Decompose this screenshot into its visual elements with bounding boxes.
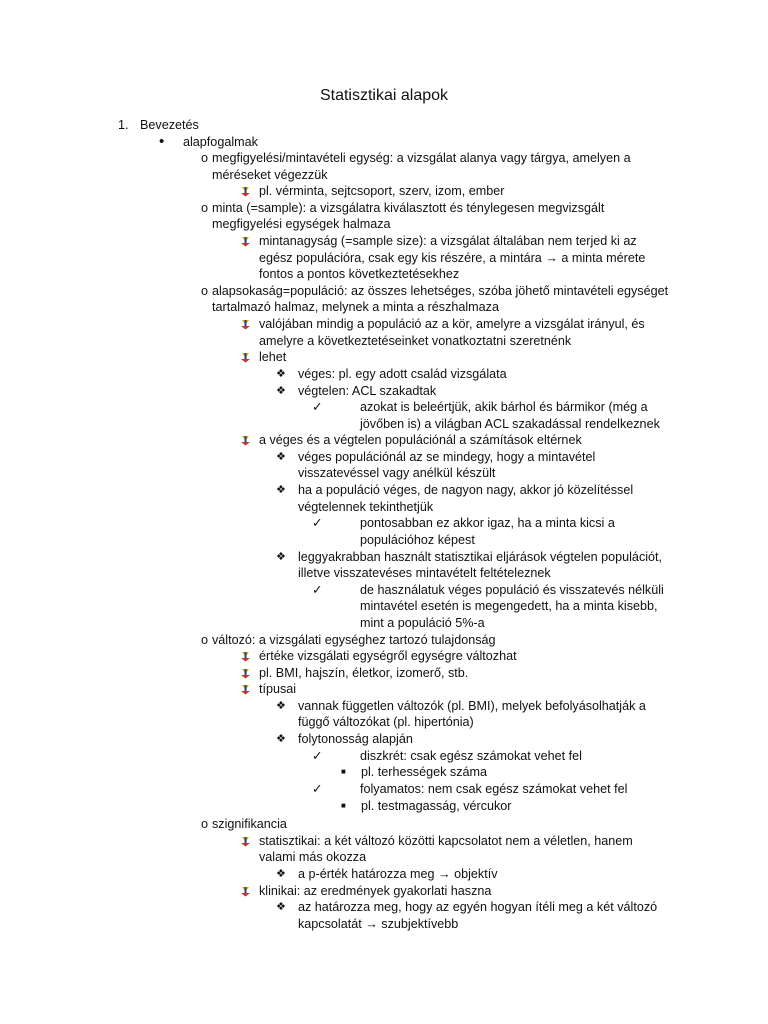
outline-item-level5 <box>312 748 666 765</box>
outline-item-text: végtelen: ACL szakadtak <box>298 383 437 398</box>
outline-item-text: véges: pl. egy adott család vizsgálata <box>298 366 507 381</box>
diamond-bullet-icon: ❖ <box>276 450 286 463</box>
diamond-bullet-icon: ❖ <box>276 699 286 712</box>
outline-item-level4 <box>276 383 666 400</box>
outline-item-level6 <box>341 798 661 815</box>
outline-item-text: szignifikancia <box>212 817 287 832</box>
outline-item-level4 <box>276 899 666 932</box>
outline-item-level4 <box>276 731 666 748</box>
outline-item-text: alapfogalmak <box>183 134 258 149</box>
outline-item-text: folytonosság alapján <box>298 732 413 747</box>
outline-item-level4 <box>276 549 666 582</box>
outline-item-level2 <box>201 632 671 649</box>
section-number: 1. <box>118 118 129 132</box>
outline-item-text: megfigyelési/mintavételi egység: a vizsgálat alanya vagy tárgya, amelyen a méréseket végezzük <box>212 151 631 182</box>
outline-item-text: pl. BMI, hajszín, életkor, izomerő, stb. <box>259 665 469 680</box>
checkmark-icon: ✓ <box>312 400 323 415</box>
outline-item-text: a p-érték határozza meg → objektív <box>298 866 498 881</box>
outline-item-text: alapsokaság=populáció: az összes lehetséges, szóba jöhető mintavételi egységet tartalmazó halmaz, melynek a minta a részhalmaza <box>212 283 669 315</box>
arrow-bullet-icon <box>240 316 259 349</box>
outline-item-text: változó: a vizsgálati egységhez tartozó tulajdonság <box>212 632 496 647</box>
diamond-bullet-icon: ❖ <box>276 733 286 746</box>
bullet-dot-icon: • <box>159 132 165 150</box>
outline-item-text: folyamatos: nem csak egész számokat vehet fel <box>360 781 628 796</box>
checkmark-icon: ✓ <box>312 582 323 597</box>
outline-item-level3 <box>240 233 665 283</box>
outline-item-text: a véges és a végtelen populációnál a számítások eltérnek <box>259 433 582 448</box>
outline-item-level2 <box>201 200 671 233</box>
outline-item-level2 <box>201 150 671 183</box>
outline-item-level5 <box>312 781 666 798</box>
outline-item-text: vannak független változók (pl. BMI), melyek befolyásolhatják a függő változókat (pl. hipertónia) <box>298 698 646 730</box>
outline-item-level4 <box>276 866 666 883</box>
outline-item-text: mintanagyság (=sample size): a vizsgálat általában nem terjed ki az egész populációra, csak egy kis részére, a mintára → a minta mérete fontos a pontos következtetésekhez <box>259 234 646 282</box>
outline-item-level3 <box>240 349 665 366</box>
arrow-bullet-icon <box>240 233 259 283</box>
outline-item-level3 <box>240 316 665 349</box>
outline-item-text: valójában mindig a populáció az a kör, amelyre a vizsgálat irányul, és amelyre a következtetéseinket vonatkoztatni szeretnénk <box>259 317 645 348</box>
outline-item-level3 <box>240 665 665 682</box>
outline-item-level3 <box>240 648 665 665</box>
diamond-bullet-icon: ❖ <box>276 867 286 880</box>
bullet-circle-icon: o <box>201 283 209 298</box>
diamond-bullet-icon: ❖ <box>276 901 286 914</box>
outline-item-level1 <box>159 134 679 151</box>
arrow-bullet-icon <box>240 432 259 449</box>
outline-item-text: véges populációnál az se mindegy, hogy a mintavétel visszatevéssel vagy anélkül készült <box>298 449 596 481</box>
arrow-bullet-icon <box>240 665 259 682</box>
outline-item-text: minta (=sample): a vizsgálatra kiválasztott és ténylegesen megvizsgált megfigyelési egységek halmaza <box>212 200 605 232</box>
outline-item-level6 <box>341 764 661 781</box>
outline-item-text: leggyakrabban használt statisztikai eljárások végtelen populációt, illetve visszatevéses mintavételt feltételeznek <box>298 549 663 581</box>
outline-item-text: értéke vizsgálati egységről egységre változhat <box>259 649 517 664</box>
outline-item-text: de használatuk véges populáció és visszatevés nélküli mintavétel esetén is megengedett, ha a minta kisebb, mint a populáció 5%-a <box>360 582 664 630</box>
checkmark-icon: ✓ <box>312 516 323 531</box>
arrow-bullet-icon <box>240 349 259 366</box>
checkmark-icon: ✓ <box>312 781 323 796</box>
outline-item-text: pl. testmagasság, vércukor <box>361 798 512 813</box>
arrow-bullet-icon <box>240 883 259 900</box>
outline-item-level5 <box>312 399 666 432</box>
arrow-bullet-icon <box>240 648 259 665</box>
arrow-bullet-icon <box>240 681 259 698</box>
outline-item-level4 <box>276 698 666 731</box>
outline-item-level5 <box>312 515 666 548</box>
outline-item-text: az határozza meg, hogy az egyén hogyan ítéli meg a két változó kapcsolatát → szubjektívebb <box>298 900 658 931</box>
outline-item-text: pl. terhességek száma <box>361 765 487 780</box>
outline-item-text: klinikai: az eredmények gyakorlati haszna <box>259 883 492 898</box>
outline-item-level3 <box>240 883 665 900</box>
bullet-circle-icon: o <box>201 200 209 215</box>
diamond-bullet-icon: ❖ <box>276 550 286 563</box>
outline-item-level2 <box>201 816 671 833</box>
bullet-circle-icon: o <box>201 817 209 832</box>
outline-item-level3 <box>240 432 665 449</box>
outline-item-level3 <box>240 833 665 866</box>
outline-item-level3 <box>240 183 665 200</box>
checkmark-icon: ✓ <box>312 748 323 763</box>
outline-item-level4 <box>276 366 666 383</box>
section-title: Bevezetés <box>140 118 199 132</box>
outline-item-text: pontosabban ez akkor igaz, ha a minta kicsi a populációhoz képest <box>360 516 615 547</box>
outline-item-text: statisztikai: a két változó közötti kapcsolatot nem a véletlen, hanem valami más okozza <box>259 833 633 865</box>
outline-item-text: azokat is beleértjük, akik bárhol és bármikor (még a jövőben is) a világban ACL szakadással rendelkeznek <box>360 400 660 431</box>
outline-item-level2 <box>201 283 671 316</box>
section-heading <box>118 117 718 134</box>
outline-item-text: pl. vérminta, sejtcsoport, szerv, izom, ember <box>259 184 505 199</box>
arrow-bullet-icon <box>240 183 259 200</box>
square-bullet-icon: ■ <box>341 767 346 777</box>
outline-item-text: lehet <box>259 350 287 365</box>
outline-item-level3 <box>240 681 665 698</box>
outline-item-text: típusai <box>259 682 297 697</box>
document-title: Statisztikai alapok <box>319 87 449 104</box>
diamond-bullet-icon: ❖ <box>276 484 286 497</box>
outline-item-text: diszkrét: csak egész számokat vehet fel <box>360 748 582 763</box>
diamond-bullet-icon: ❖ <box>276 367 286 380</box>
bullet-circle-icon: o <box>201 632 209 647</box>
outline-item-text: ha a populáció véges, de nagyon nagy, akkor jó közelítéssel végtelennek tekinthetjük <box>298 483 634 514</box>
square-bullet-icon: ■ <box>341 800 346 810</box>
outline-item-level4 <box>276 449 666 482</box>
outline-item-level5 <box>312 582 666 632</box>
bullet-circle-icon: o <box>201 151 209 166</box>
outline-item-level4 <box>276 482 666 515</box>
arrow-bullet-icon <box>240 833 259 866</box>
diamond-bullet-icon: ❖ <box>276 384 286 397</box>
